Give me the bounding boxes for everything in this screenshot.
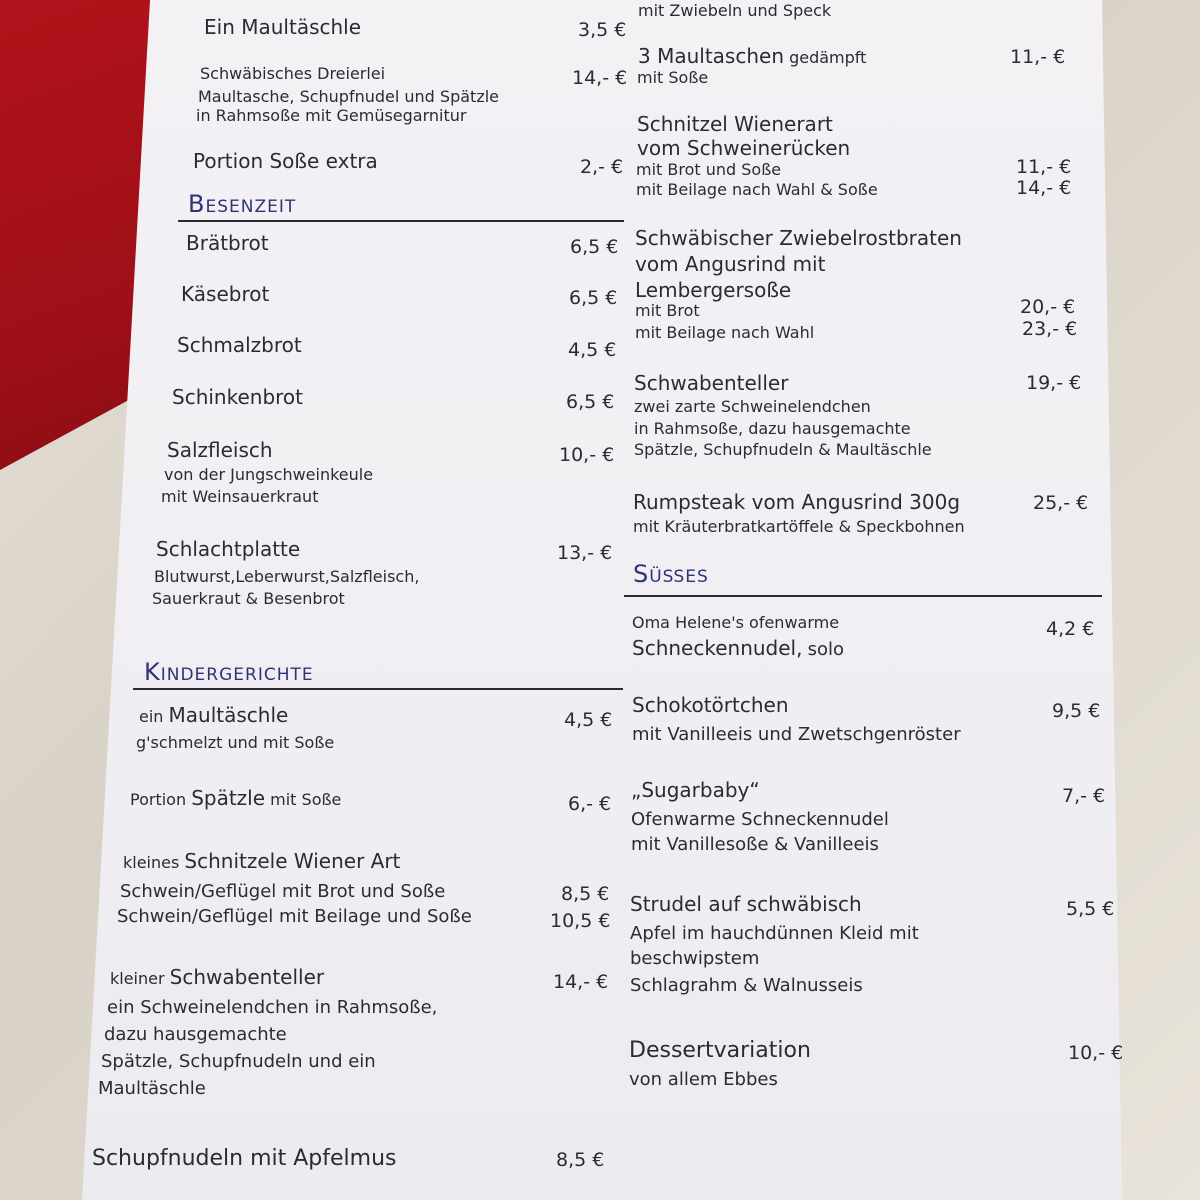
item-desc: zwei zarte Schweinelendchen bbox=[634, 397, 871, 416]
item-title bbox=[638, 45, 866, 68]
item-desc: in Rahmsoße, dazu hausgemachte bbox=[634, 419, 911, 438]
item-desc: von allem Ebbes bbox=[629, 1069, 778, 1090]
item-price: 7,- € bbox=[1062, 785, 1106, 807]
item-suffix: mit Soße bbox=[270, 790, 342, 809]
item-name: Rumpsteak vom Angusrind 300g bbox=[633, 490, 961, 514]
item-desc: Schlagrahm & Walnusseis bbox=[630, 975, 863, 996]
item-name: Schinkenbrot bbox=[172, 385, 304, 409]
item-desc: mit Vanilleeis und Zwetschgenröster bbox=[632, 724, 961, 745]
item-desc: ein Schweinelendchen in Rahmsoße, bbox=[107, 997, 438, 1018]
item-name: vom Schweinerücken bbox=[637, 136, 851, 160]
item-desc: Blutwurst,Leberwurst,Salzfleisch, bbox=[154, 567, 420, 586]
item-price: 20,- € bbox=[1020, 296, 1076, 318]
item-desc: Schwein/Geflügel mit Beilage und Soße bbox=[117, 906, 472, 927]
item-desc: Spätzle, Schupfnudeln & Maultäschle bbox=[634, 440, 932, 459]
item-name: Schneckennudel, bbox=[632, 636, 803, 660]
item-price: 8,5 € bbox=[556, 1149, 605, 1171]
section-heading: Besenzeit bbox=[188, 190, 297, 218]
item-suffix: gedämpft bbox=[789, 48, 867, 67]
item-desc: von der Jungschweinkeule bbox=[164, 465, 374, 484]
item-price: 10,5 € bbox=[550, 910, 611, 932]
item-name: Schwabenteller bbox=[634, 371, 789, 395]
item-desc: g'schmelzt und mit Soße bbox=[136, 733, 335, 752]
item-price: 5,5 € bbox=[1066, 898, 1115, 920]
item-desc: Sauerkraut & Besenbrot bbox=[152, 589, 345, 608]
item-name: Schwäbisches Dreierlei bbox=[200, 64, 386, 83]
item-price: 10,- € bbox=[1068, 1042, 1124, 1064]
item-price: 6,5 € bbox=[569, 287, 618, 309]
item-name: Schnitzel Wienerart bbox=[637, 112, 833, 136]
item-name: Schlachtplatte bbox=[156, 537, 301, 561]
item-price: 10,- € bbox=[559, 444, 615, 466]
item-desc: Schwein/Geflügel mit Brot und Soße bbox=[120, 881, 446, 902]
item-desc: beschwipstem bbox=[630, 948, 760, 969]
item-price: 9,5 € bbox=[1052, 700, 1101, 722]
item-desc: mit Beilage nach Wahl bbox=[635, 323, 815, 342]
item-desc: mit Beilage nach Wahl & Soße bbox=[636, 180, 878, 199]
item-name: Portion Soße extra bbox=[193, 149, 378, 173]
item-desc: Maultäschle bbox=[98, 1078, 206, 1099]
item-name: Spätzle bbox=[191, 786, 266, 810]
item-name: Schwabenteller bbox=[169, 965, 325, 989]
item-desc: mit Weinsauerkraut bbox=[161, 487, 319, 506]
item-name: Ein Maultäschle bbox=[204, 15, 362, 39]
section-heading: Süßes bbox=[633, 560, 709, 588]
section-rule bbox=[624, 595, 1102, 597]
item-prefix: kleines bbox=[123, 853, 180, 872]
item-price: 25,- € bbox=[1033, 492, 1089, 514]
item-price: 4,5 € bbox=[564, 709, 613, 731]
item-prefix: Portion bbox=[130, 790, 187, 809]
item-name: Brätbrot bbox=[186, 231, 269, 255]
item-name: Käsebrot bbox=[181, 282, 270, 306]
item-desc: mit Brot und Soße bbox=[636, 160, 782, 179]
item-price: 4,2 € bbox=[1046, 618, 1095, 640]
item-name: Schnitzele Wiener Art bbox=[184, 849, 401, 873]
item-desc: Spätzle, Schupfnudeln und ein bbox=[101, 1051, 376, 1072]
item-title bbox=[632, 637, 844, 661]
item-name: Dessertvariation bbox=[629, 1038, 811, 1063]
item-price: 11,- € bbox=[1010, 46, 1066, 68]
item-desc: Apfel im hauchdünnen Kleid mit bbox=[630, 923, 919, 944]
section-heading: Kindergerichte bbox=[144, 658, 314, 686]
item-price: 4,5 € bbox=[568, 339, 617, 361]
item-desc: mit Vanillesoße & Vanilleeis bbox=[631, 834, 879, 855]
item-price: 11,- € bbox=[1016, 156, 1072, 178]
item-price: 6,- € bbox=[568, 793, 612, 815]
item-price: 2,- € bbox=[580, 156, 624, 178]
item-name: Salzfleisch bbox=[167, 438, 273, 462]
item-name: Schwäbischer Zwiebelrostbraten bbox=[635, 226, 962, 250]
item-name: „Sugarbaby“ bbox=[631, 778, 760, 802]
item-price: 14,- € bbox=[553, 971, 609, 993]
item-price: 13,- € bbox=[557, 542, 613, 564]
item-desc: mit Kräuterbratkartöffele & Speckbohnen bbox=[633, 517, 965, 536]
section-rule bbox=[133, 688, 623, 690]
item-desc: Ofenwarme Schneckennudel bbox=[631, 809, 889, 830]
item-name: Schupfnudeln mit Apfelmus bbox=[92, 1146, 397, 1171]
item-price: 6,5 € bbox=[570, 236, 619, 258]
item-price: 3,5 € bbox=[578, 19, 627, 41]
kids-item-title bbox=[139, 704, 288, 727]
item-name: 3 Maultaschen bbox=[638, 44, 784, 68]
item-prefix: kleiner bbox=[110, 969, 165, 988]
item-desc: Maultasche, Schupfnudel und Spätzle bbox=[198, 87, 499, 106]
item-desc: in Rahmsoße mit Gemüsegarnitur bbox=[196, 106, 467, 125]
section-rule bbox=[178, 220, 624, 222]
item-name: vom Angusrind mit bbox=[635, 252, 826, 276]
item-name: Schokotörtchen bbox=[632, 693, 789, 717]
item-price: 14,- € bbox=[572, 67, 628, 89]
item-desc: mit Brot bbox=[635, 301, 700, 320]
kids-item-title bbox=[130, 787, 341, 810]
kids-item-title bbox=[110, 966, 324, 989]
item-desc: mit Zwiebeln und Speck bbox=[638, 1, 832, 20]
item-price: 8,5 € bbox=[561, 883, 610, 905]
item-name: Lembergersoße bbox=[635, 278, 792, 302]
item-prefix: ein bbox=[139, 707, 164, 726]
item-price: 14,- € bbox=[1016, 177, 1072, 199]
item-price: 6,5 € bbox=[566, 391, 615, 413]
item-suffix: solo bbox=[807, 639, 844, 660]
item-name: Maultäschle bbox=[168, 703, 289, 727]
item-price: 23,- € bbox=[1022, 318, 1078, 340]
item-desc: dazu hausgemachte bbox=[104, 1024, 287, 1045]
item-price: 19,- € bbox=[1026, 372, 1082, 394]
item-pre-line: Oma Helene's ofenwarme bbox=[632, 613, 840, 632]
item-name: Schmalzbrot bbox=[177, 333, 302, 357]
item-name: Strudel auf schwäbisch bbox=[630, 892, 862, 916]
kids-item-title bbox=[123, 850, 400, 873]
item-desc: mit Soße bbox=[637, 68, 709, 87]
